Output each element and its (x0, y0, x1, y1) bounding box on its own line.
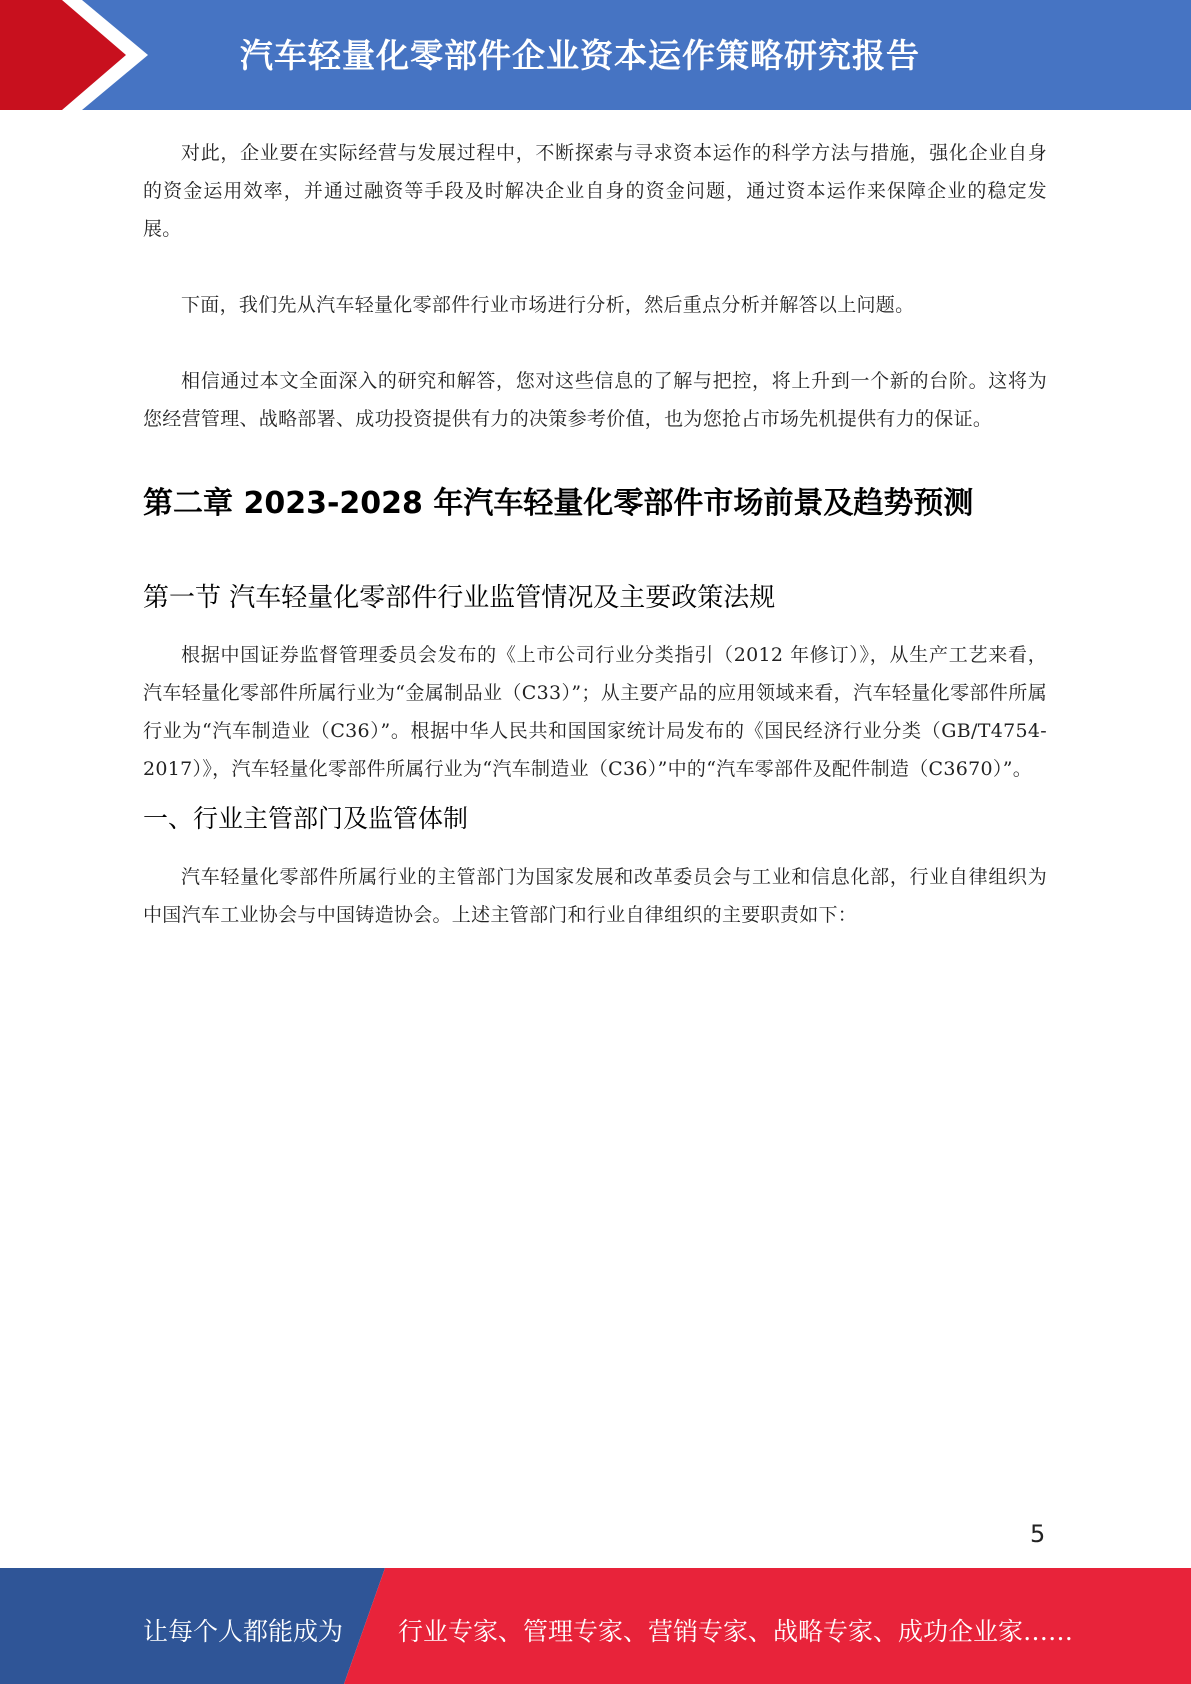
footer-slogan-right: 行业专家、管理专家、营销专家、战略专家、成功企业家…… (398, 1617, 1074, 1646)
page-footer (0, 1568, 1191, 1684)
subsection-title: 一、行业主管部门及监管体制 (143, 804, 469, 833)
section-title: 第一节 汽车轻量化零部件行业监管情况及主要政策法规 (143, 583, 776, 613)
paragraph-capital-operation: 对此，企业要在实际经营与发展过程中，不断探索与寻求资本运作的科学方法与措施，强化企业自身的资金运用效率，并通过融资等手段及时解决企业自身的资金问题，通过资本运作来保障企业的稳定发展。 (143, 142, 1047, 240)
paragraph-regulators: 汽车轻量化零部件所属行业的主管部门为国家发展和改革委员会与工业和信息化部，行业自律组织为中国汽车工业协会与中国铸造协会。上述主管部门和行业自律组织的主要职责如下： (143, 866, 1047, 926)
page-content (143, 134, 1047, 934)
paragraph-value-statement: 相信通过本文全面深入的研究和解答，您对这些信息的了解与把控，将上升到一个新的台阶。这将为您经营管理、战略部署、成功投资提供有力的决策参考价值，也为您抢占市场先机提供有力的保证。 (143, 370, 1047, 430)
paragraph-analysis-intro: 下面，我们先从汽车轻量化零部件行业市场进行分析，然后重点分析并解答以上问题。 (181, 294, 915, 316)
footer-slogan-left: 让每个人都能成为 (143, 1617, 344, 1646)
page-header (0, 0, 1191, 110)
paragraph-industry-classification: 根据中国证券监督管理委员会发布的《上市公司行业分类指引（2012 年修订）》，从生产工艺来看，汽车轻量化零部件所属行业为“金属制品业（C33）”；从主要产品的应用领域来看，汽车轻量化零部件所属行业为“汽车制造业（C36）”。根据中华人民共和国国家统计局发布的《国民经济行业分类（GB/T4754-2017）》，汽车轻量化零部件所属行业为“汽车制造业（C36）”中的“汽车零部件及配件制造（C3670）”。 (143, 644, 1047, 780)
report-title: 汽车轻量化零部件企业资本运作策略研究报告 (240, 36, 920, 75)
page-number: 5 (1030, 1520, 1046, 1548)
header-arrow-decoration (0, 0, 160, 110)
chapter-title: 第二章 2023-2028 年汽车轻量化零部件市场前景及趋势预测 (143, 486, 974, 521)
